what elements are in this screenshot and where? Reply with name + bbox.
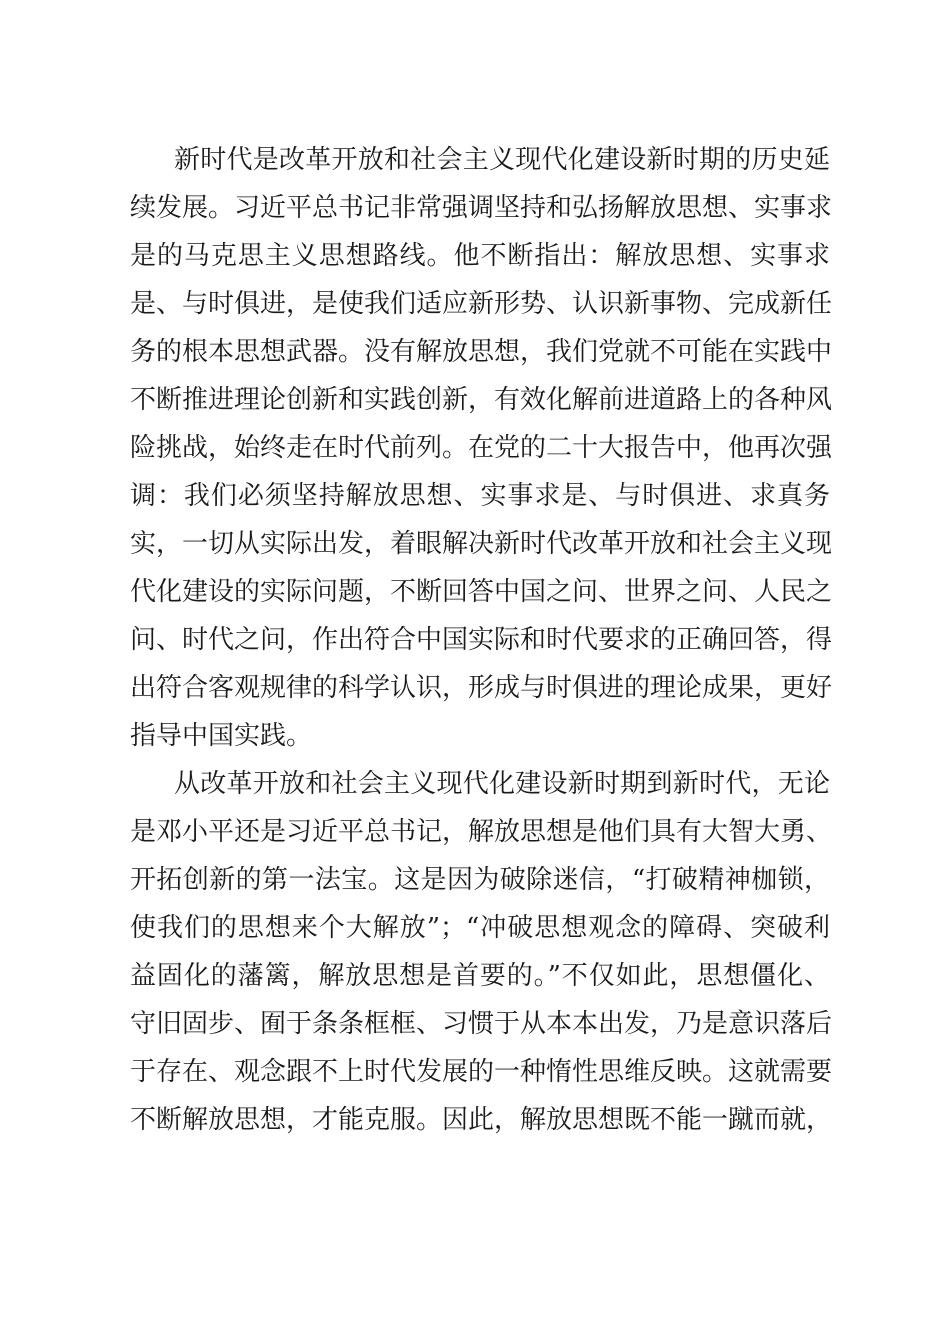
paragraph-2-line-8: 不断解放思想，才能克服。因此，解放思想既不能一蹴而就，: [130, 1105, 833, 1135]
paragraph-1-line-1: 新时代是改革开放和社会主义现代化建设新时期的历史延: [174, 145, 830, 175]
paragraph-2-line-6: 守旧固步、囿于条条框框、习惯于从本本出发，乃是意识落后: [130, 1009, 833, 1039]
paragraph-1-line-7: 险挑战，始终走在时代前列。在党的二十大报告中，他再次强: [130, 433, 833, 463]
paragraph-1-line-12: 出符合客观规律的科学认识，形成与时俱进的理论成果，更好: [130, 673, 833, 703]
paragraph-2-line-1: 从改革开放和社会主义现代化建设新时期到新时代，无论: [174, 769, 830, 799]
paragraph-1-line-13: 指导中国实践。: [130, 721, 313, 751]
paragraph-2-line-4: 使我们的思想来个大解放”；“冲破思想观念的障碍、突破利: [130, 913, 830, 943]
paragraph-1-line-2: 续发展。习近平总书记非常强调坚持和弘扬解放思想、实事求: [130, 193, 833, 223]
paragraph-2-line-2: 是邓小平还是习近平总书记，解放思想是他们具有大智大勇、: [130, 817, 833, 847]
paragraph-1-line-4: 是、与时俱进，是使我们适应新形势、认识新事物、完成新任: [130, 289, 833, 319]
paragraph-2-line-3: 开拓创新的第一法宝。这是因为破除迷信，“打破精神枷锁，: [130, 865, 830, 895]
paragraph-2-line-5: 益固化的藩篱，解放思想是首要的。”不仅如此，思想僵化、: [130, 961, 830, 991]
paragraph-1-line-8: 调：我们必须坚持解放思想、实事求是、与时俱进、求真务: [130, 481, 830, 511]
paragraph-1-line-5: 务的根本思想武器。没有解放思想，我们党就不可能在实践中: [130, 337, 833, 367]
paragraph-1-line-6: 不断推进理论创新和实践创新，有效化解前进道路上的各种风: [130, 385, 833, 415]
paragraph-1-line-10: 代化建设的实际问题，不断回答中国之问、世界之问、人民之: [130, 577, 833, 607]
paragraph-1-line-11: 问、时代之问，作出符合中国实际和时代要求的正确回答，得: [130, 625, 833, 655]
paragraph-1-line-9: 实，一切从实际出发，着眼解决新时代改革开放和社会主义现: [130, 529, 833, 559]
paragraph-2-line-7: 于存在、观念跟不上时代发展的一种惰性思维反映。这就需要: [130, 1057, 833, 1087]
paragraph-1-line-3: 是的马克思主义思想路线。他不断指出：解放思想、实事求: [130, 241, 830, 271]
